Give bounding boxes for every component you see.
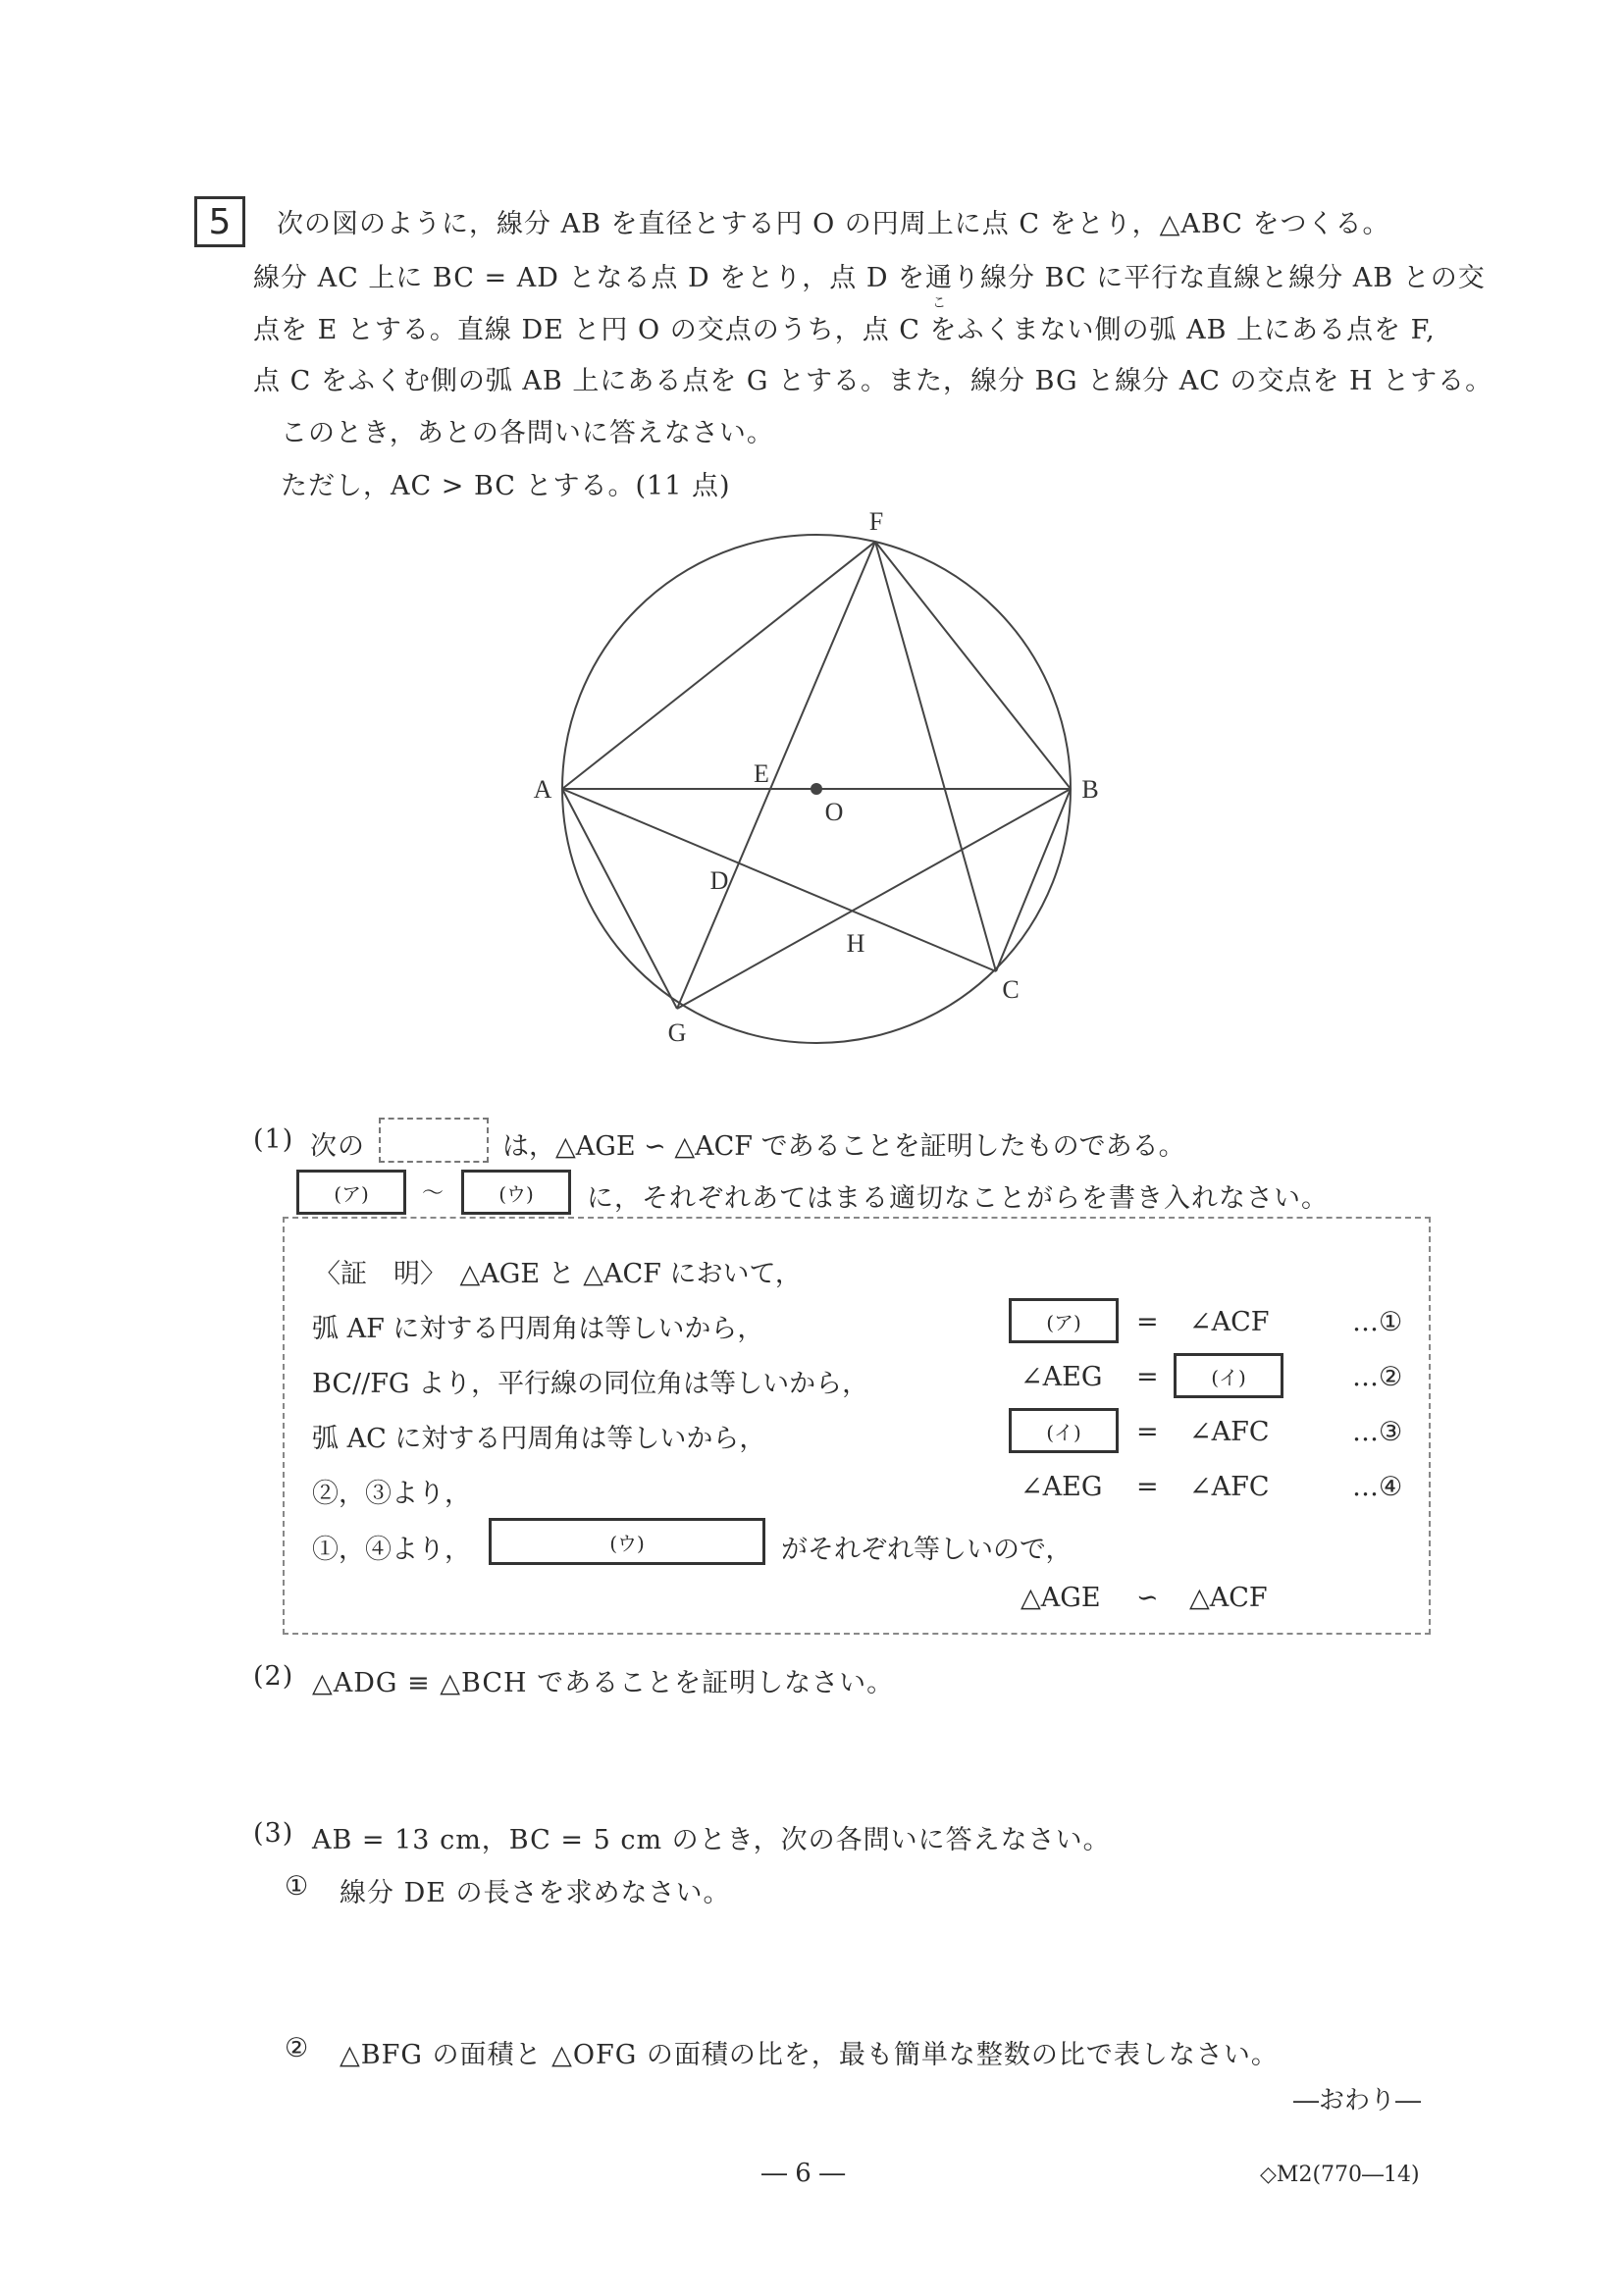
ruby-ko: こ: [932, 295, 946, 311]
label-e: E: [754, 759, 769, 788]
q1-line2-post: に，それぞれあてはまる適切なことがらを書き入れなさい。: [587, 1183, 1329, 1214]
document-code: ◇M2(770―14): [1260, 2163, 1420, 2187]
segment-af: [562, 542, 875, 789]
geometry-figure: [0, 0, 1623, 1099]
problem-number: 5: [194, 196, 245, 247]
proof-rhs-4: ∠AFC: [1189, 1472, 1270, 1502]
proof-conclusion-left: △AGE: [1021, 1583, 1101, 1613]
segment-ag: [562, 789, 677, 1009]
problem-line-3: 点を E とする。直線 DE と円 O の交点のうち，点 C をふくまない側の弧 AB 上にある点を F,: [253, 315, 1436, 345]
segment-bc: [996, 789, 1071, 971]
label-h: H: [846, 929, 865, 958]
problem-line-5: このとき，あとの各問いに答えなさい。: [281, 418, 774, 448]
proof-eq-3: =: [1136, 1417, 1159, 1447]
q1-number: (1): [253, 1124, 294, 1155]
q3-text: AB = 13 cm，BC = 5 cm のとき，次の各問いに答えなさい。: [312, 1825, 1111, 1855]
q3-sub2-number: ②: [285, 2033, 310, 2063]
proof-mark-3: …③: [1352, 1417, 1403, 1447]
label-f: F: [868, 507, 884, 536]
proof-conclusion-right: △ACF: [1189, 1583, 1268, 1613]
proof-box-a[interactable]: (ア): [1009, 1298, 1119, 1343]
proof-box-i-2[interactable]: (イ): [1009, 1408, 1119, 1453]
problem-line-2: 線分 AC 上に BC = AD となる点 D をとり，点 D を通り線分 BC に平行な直線と線分 AB との交: [253, 263, 1486, 293]
dashed-box-sample: [379, 1118, 489, 1163]
q2-number: (2): [253, 1661, 294, 1692]
proof-eq-4: =: [1136, 1472, 1159, 1502]
proof-lhs-2: ∠AEG: [1021, 1362, 1103, 1392]
proof-conclusion-sim: ∽: [1136, 1583, 1159, 1613]
proof-eq-1: =: [1136, 1307, 1159, 1337]
label-g: G: [667, 1018, 687, 1047]
proof-mark-1: …①: [1352, 1307, 1403, 1337]
segment-fc: [875, 542, 996, 971]
segment-fb: [875, 542, 1071, 789]
box-u-sample: (ウ): [461, 1170, 571, 1215]
proof-mark-2: …②: [1352, 1362, 1403, 1392]
proof-reason-4: ②，③より，: [312, 1479, 471, 1509]
segment-ac: [562, 789, 996, 971]
proof-lhs-4: ∠AEG: [1021, 1472, 1103, 1502]
label-b: B: [1081, 775, 1099, 804]
q2-text: △ADG ≡ △BCH であることを証明しなさい。: [312, 1668, 895, 1698]
problem-line-1: 次の図のように，線分 AB を直径とする円 O の円周上に点 C をとり，△ABC をつくる。: [277, 209, 1390, 239]
box-a-sample: (ア): [296, 1170, 406, 1215]
proof-rhs-1: ∠ACF: [1189, 1307, 1270, 1337]
end-marker: ―おわり―: [1293, 2086, 1422, 2115]
proof-box-i-1[interactable]: (イ): [1174, 1353, 1283, 1398]
q3-sub1-text: 線分 DE の長さを求めなさい。: [340, 1878, 731, 1908]
page-number: ― 6 ―: [761, 2159, 846, 2188]
q1-line1-pre: 次の: [310, 1131, 365, 1162]
proof-reason-2: BC//FG より，平行線の同位角は等しいから，: [312, 1369, 869, 1399]
label-a: A: [533, 775, 552, 804]
label-o: O: [824, 798, 844, 826]
proof-heading: 〈証 明〉 △AGE と △ACF において，: [314, 1259, 802, 1289]
q3-sub2-text: △BFG の面積と △OFG の面積の比を，最も簡単な整数の比で表しなさい。: [340, 2040, 1279, 2070]
q3-number: (3): [253, 1818, 294, 1849]
q3-sub1-number: ①: [285, 1871, 310, 1902]
q1-tilde: ～: [422, 1181, 445, 1206]
proof-reason-3: 弧 AC に対する円周角は等しいから，: [312, 1424, 766, 1454]
proof-reason-5: ①，④より，: [312, 1535, 471, 1565]
proof-mark-4: …④: [1352, 1472, 1403, 1502]
proof-rhs-3: ∠AFC: [1189, 1417, 1270, 1447]
center-point-o: [811, 783, 822, 795]
proof-reason-1: 弧 AF に対する円周角は等しいから，: [312, 1314, 764, 1344]
label-d: D: [709, 866, 729, 895]
proof-reason-5-post: がそれぞれ等しいので，: [781, 1535, 1073, 1565]
problem-line-6: ただし，AC > BC とする。(11 点): [281, 471, 731, 501]
proof-eq-2: =: [1136, 1362, 1159, 1392]
proof-box-u[interactable]: (ウ): [489, 1518, 765, 1565]
q1-line1-post: は，△AGE ∽ △ACF であることを証明したものである。: [502, 1131, 1185, 1162]
problem-line-4: 点 C をふくむ側の弧 AB 上にある点を G とする。また，線分 BG と線分 AC の交点を H とする。: [253, 366, 1493, 396]
label-c: C: [1002, 975, 1020, 1004]
